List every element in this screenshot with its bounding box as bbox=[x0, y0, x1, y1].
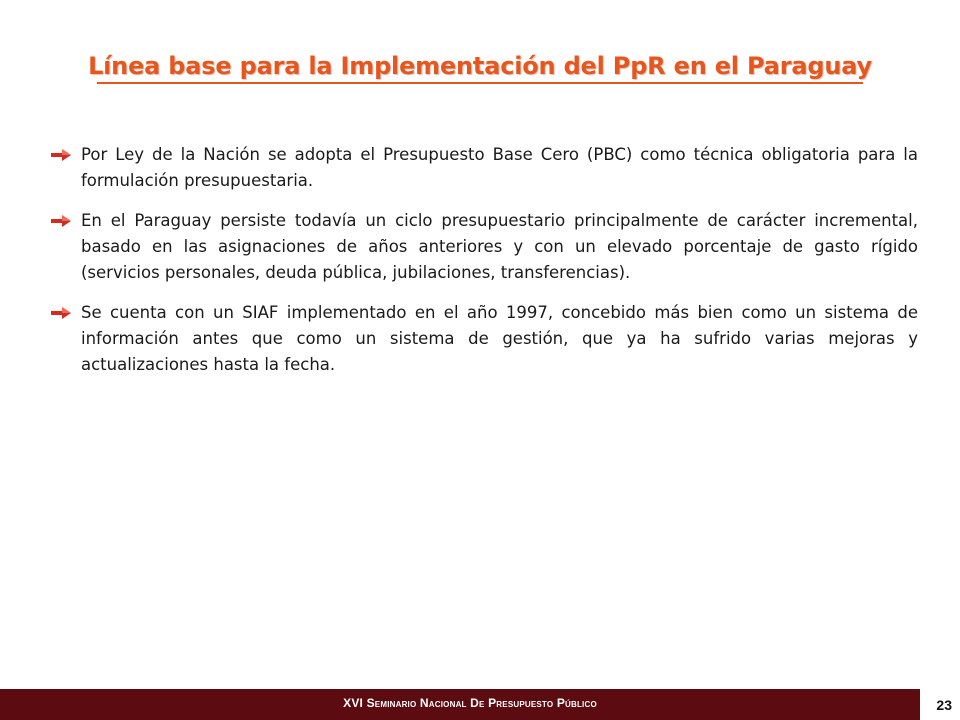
bullet-item bbox=[50, 300, 918, 378]
footer-bar bbox=[0, 689, 960, 720]
red-arrow-bullet-icon bbox=[50, 214, 72, 228]
bullet-text: Se cuenta con un SIAF implementado en el año 1997, concebido más bien como un sistema de información antes que como un sistema de gestión, que ya ha sufrido varias mejoras y actualizaciones hasta la fecha. bbox=[81, 303, 918, 374]
bullet-list bbox=[50, 142, 918, 392]
bullet-item bbox=[50, 142, 918, 194]
red-arrow-bullet-icon bbox=[50, 306, 72, 320]
page-number-box bbox=[920, 689, 960, 720]
footer-seminar-title: XVI Seminario Nacional De Presupuesto Público bbox=[343, 696, 597, 710]
bullet-text: Por Ley de la Nación se adopta el Presupuesto Base Cero (PBC) como técnica obligatoria para la formulación presupuestaria. bbox=[81, 145, 918, 190]
slide-title: Línea base para la Implementación del PpR en el Paraguay bbox=[88, 52, 872, 80]
title-underline bbox=[97, 82, 863, 84]
page-number: 23 bbox=[936, 697, 952, 713]
bullet-text: En el Paraguay persiste todavía un ciclo presupuestario principalmente de carácter incremental, basado en las asignaciones de años anteriores y con un elevado porcentaje de gasto rígido (servicios personales, deuda pública, jubilaciones, transferencias). bbox=[81, 211, 918, 282]
bullet-item bbox=[50, 208, 918, 286]
red-arrow-bullet-icon bbox=[50, 148, 72, 162]
